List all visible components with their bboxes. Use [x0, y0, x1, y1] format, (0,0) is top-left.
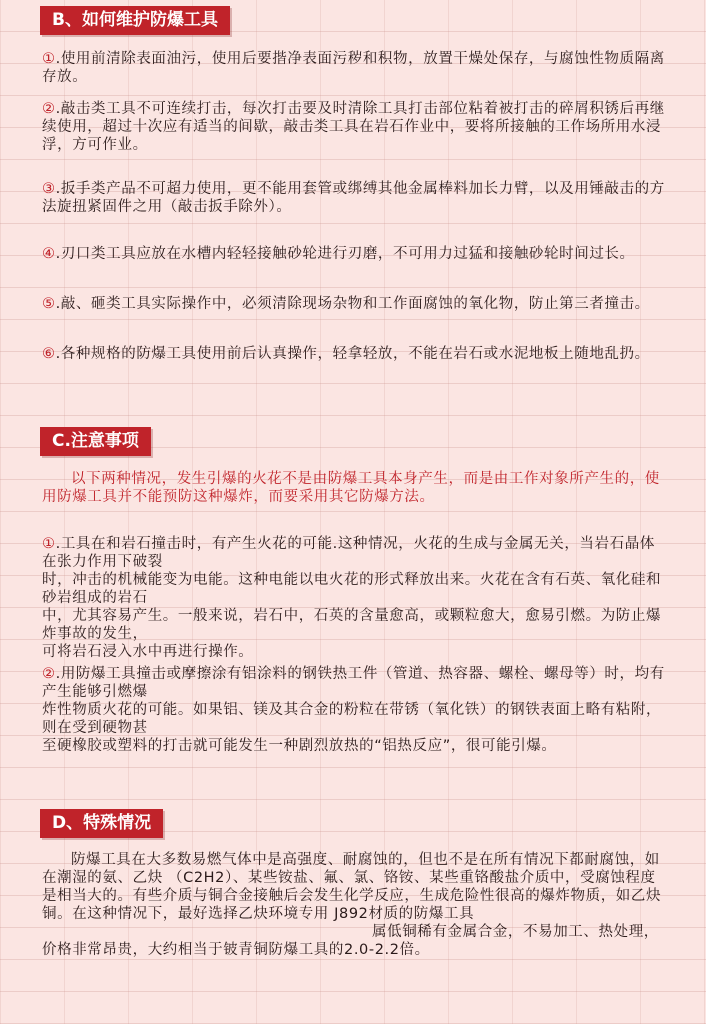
c-item-1-line-2: 时，冲击的机械能变为电能。这种电能以电火花的形式释放出来。火花在含有石英、氧化硅和砂岩组成的岩石: [42, 572, 662, 606]
b-item-4: [42, 245, 667, 263]
b-item-4-text: .刃口类工具应放在水槽内轻轻接触砂轮进行刃磨，不可用力过猛和接触砂轮时间过长。: [55, 246, 635, 262]
section-b-header: B、如何维护防爆工具: [40, 6, 230, 35]
c-item-1: [42, 535, 667, 661]
d-paragraph-material: J892材质的防爆工具: [334, 906, 475, 922]
c-intro: 以下两种情况，发生引爆的火花不是由防爆工具本身产生，而是由工作对象所产生的，使用防爆工具并不能预防这种爆炸，而要采用其它防爆方法。: [42, 471, 660, 505]
b-item-6: [42, 345, 667, 363]
b-item-5: [42, 295, 667, 313]
b-item-2-text: .敲击类工具不可连续打击，每次打击要及时清除工具打击部位粘着被打击的碎屑积锈后再继续使用，超过十次应有适当的间歇，敲击类工具在岩石作业中，要将所接触的工作场所用水浸浮，方可作业。: [42, 101, 665, 153]
b-item-1-number: ①: [42, 51, 56, 67]
b-item-6-text: .各种规格的防爆工具使用前后认真操作，轻拿轻放，不能在岩石或水泥地板上随地乱扔。: [55, 346, 650, 362]
c-item-1-number: ①: [42, 536, 56, 552]
b-item-2: [42, 100, 667, 154]
b-item-3-number: ③: [42, 181, 56, 197]
b-item-5-text: .敲、砸类工具实际操作中，必须清除现场杂物和工作面腐蚀的氧化物，防止第三者撞击。: [55, 296, 650, 312]
b-item-3-text: .扳手类产品不可超力使用，更不能用套管或绑缚其他金属棒料加长力臂，以及用锤敲击的方法旋扭紧固件之用（敲击扳手除外）。: [42, 181, 665, 215]
c-item-1-line-4: 可将岩石浸入水中再进行操作。: [42, 644, 254, 660]
c-item-1-line-3: 中，尤其容易产生。一般来说，岩石中，石英的含量愈高，或颗粒愈大，愈易引燃。为防止爆炸事故的发生，: [42, 608, 662, 642]
c-item-2-line-3: 至硬橡胶或塑料的打击就可能发生一种剧烈放热的“铝热反应”，很可能引爆。: [42, 738, 557, 754]
d-paragraph: [42, 851, 667, 959]
b-item-5-number: ⑤: [42, 296, 56, 312]
c-item-1-line-1: .工具在和岩石撞击时，有产生火花的可能.这种情况，火花的生成与金属无关，当岩石晶体在张力作用下破裂: [42, 536, 655, 570]
b-item-3: [42, 180, 667, 216]
b-item-6-number: ⑥: [42, 346, 56, 362]
b-item-1-text: .使用前清除表面油污，使用后要揩净表面污秽和积物，放置干燥处保存，与腐蚀性物质隔离存放。: [42, 51, 665, 85]
section-c-header: C.注意事项: [40, 427, 151, 456]
c-item-2-line-1: .用防爆工具撞击或摩擦涂有铝涂料的钢铁热工件（管道、热容器、螺栓、螺母等）时，均有产生能够引燃爆: [42, 666, 665, 700]
b-item-4-number: ④: [42, 246, 56, 262]
b-item-1: [42, 50, 667, 86]
c-item-2: [42, 665, 667, 755]
d-paragraph-tail: 属低铜稀有金属合金，不易加工、热处理，价格非常昂贵，大约相当于铍青铜防爆工具的2.0-2.2倍。: [42, 924, 659, 958]
c-item-2-line-2: 炸性物质火花的可能。如果铝、镁及其合金的粉粒在带锈（氧化铁）的钢铁表面上略有粘附，则在受到硬物甚: [42, 702, 662, 736]
c-item-2-number: ②: [42, 666, 56, 682]
d-paragraph-main: 防爆工具在大多数易燃气体中是高强度、耐腐蚀的，但也不是在所有情况下都耐腐蚀，如在潮湿的氨、乙炔 （C2H2）、某些铵盐、氟、氯、铬铵、某些重铬酸盐介质中，受腐蚀程度是相当大的。有些介质与铜合金接触后会发生化学反应，生成危险性很高的爆炸物质，如乙炔铜。在这种情况下，最好选择乙炔环境专用: [42, 852, 662, 922]
section-d-header: D、特殊情况: [40, 809, 163, 838]
b-item-2-number: ②: [42, 101, 56, 117]
